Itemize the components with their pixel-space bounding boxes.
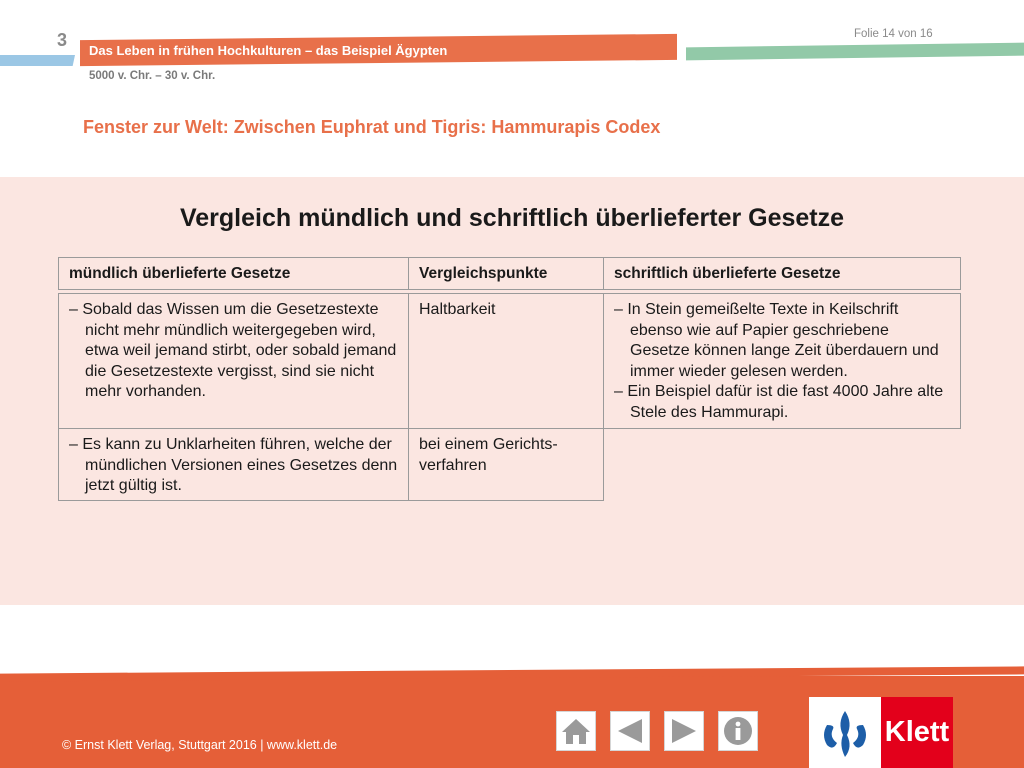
arrow-right-icon bbox=[668, 715, 700, 747]
info-icon bbox=[722, 715, 754, 747]
list-item: – In Stein gemeißelte Texte in Keilschrift ebenso wie auf Papier geschriebene Gesetze können lange Zeit überdauern und immer wieder gelesen werden. bbox=[614, 301, 939, 380]
klett-wordmark: Klett bbox=[881, 697, 953, 768]
arrow-left-icon bbox=[614, 715, 646, 747]
list-item: – Ein Beispiel dafür ist die fast 4000 Jahre alte Stele des Hammurapi. bbox=[614, 383, 944, 421]
klett-logo[interactable] bbox=[809, 697, 953, 768]
content-area bbox=[0, 177, 1024, 605]
table-header-written bbox=[603, 257, 961, 290]
decor-band-blue bbox=[0, 55, 75, 66]
list-item: – Sobald das Wissen um die Gesetzestexte nicht mehr mündlich weitergegeben wird, etwa weil jemand stirbt, oder sobald jemand die Gesetzestexte vergisst, sind sie nicht mehr vorhanden. bbox=[69, 301, 397, 400]
comparison-point: Haltbarkeit bbox=[419, 301, 496, 318]
table-cell-written-1 bbox=[603, 293, 961, 429]
info-button[interactable] bbox=[718, 711, 758, 751]
table-header-oral bbox=[58, 257, 409, 290]
slide-heading: Vergleich mündlich und schriftlich überlieferter Gesetze bbox=[179, 204, 845, 232]
forward-button[interactable] bbox=[664, 711, 704, 751]
table-header-label: schriftlich überlieferte Gesetze bbox=[614, 265, 841, 282]
slide-counter: Folie 14 von 16 bbox=[854, 28, 933, 40]
list-item: – Es kann zu Unklarheiten führen, welche der mündlichen Versionen eines Gesetzes denn jetzt gültig ist. bbox=[69, 436, 398, 494]
chapter-number: 3 bbox=[57, 30, 68, 50]
comparison-point: bei einem Gerichts-verfahren bbox=[419, 436, 558, 474]
table-cell-oral-1 bbox=[58, 293, 409, 429]
table-header-label: mündlich überlieferte Gesetze bbox=[69, 265, 291, 282]
copyright-text: © Ernst Klett Verlag, Stuttgart 2016 | www.klett.de bbox=[62, 738, 338, 752]
date-range: 5000 v. Chr. – 30 v. Chr. bbox=[89, 70, 216, 82]
klett-emblem-icon bbox=[809, 697, 881, 768]
slide-subtitle: Fenster zur Welt: Zwischen Euphrat und Tigris: Hammurapis Codex bbox=[83, 117, 661, 137]
chapter-banner-title: Das Leben in frühen Hochkulturen – das Beispiel Ägypten bbox=[89, 43, 448, 58]
table-header-points bbox=[408, 257, 604, 290]
home-icon bbox=[560, 716, 592, 746]
table-cell-point-2 bbox=[408, 428, 604, 501]
back-button[interactable] bbox=[610, 711, 650, 751]
table-cell-oral-2 bbox=[58, 428, 409, 501]
table-cell-point-1 bbox=[408, 293, 604, 429]
table-header-label: Vergleichspunkte bbox=[419, 265, 548, 282]
decor-band-green bbox=[686, 43, 1024, 61]
home-button[interactable] bbox=[556, 711, 596, 751]
